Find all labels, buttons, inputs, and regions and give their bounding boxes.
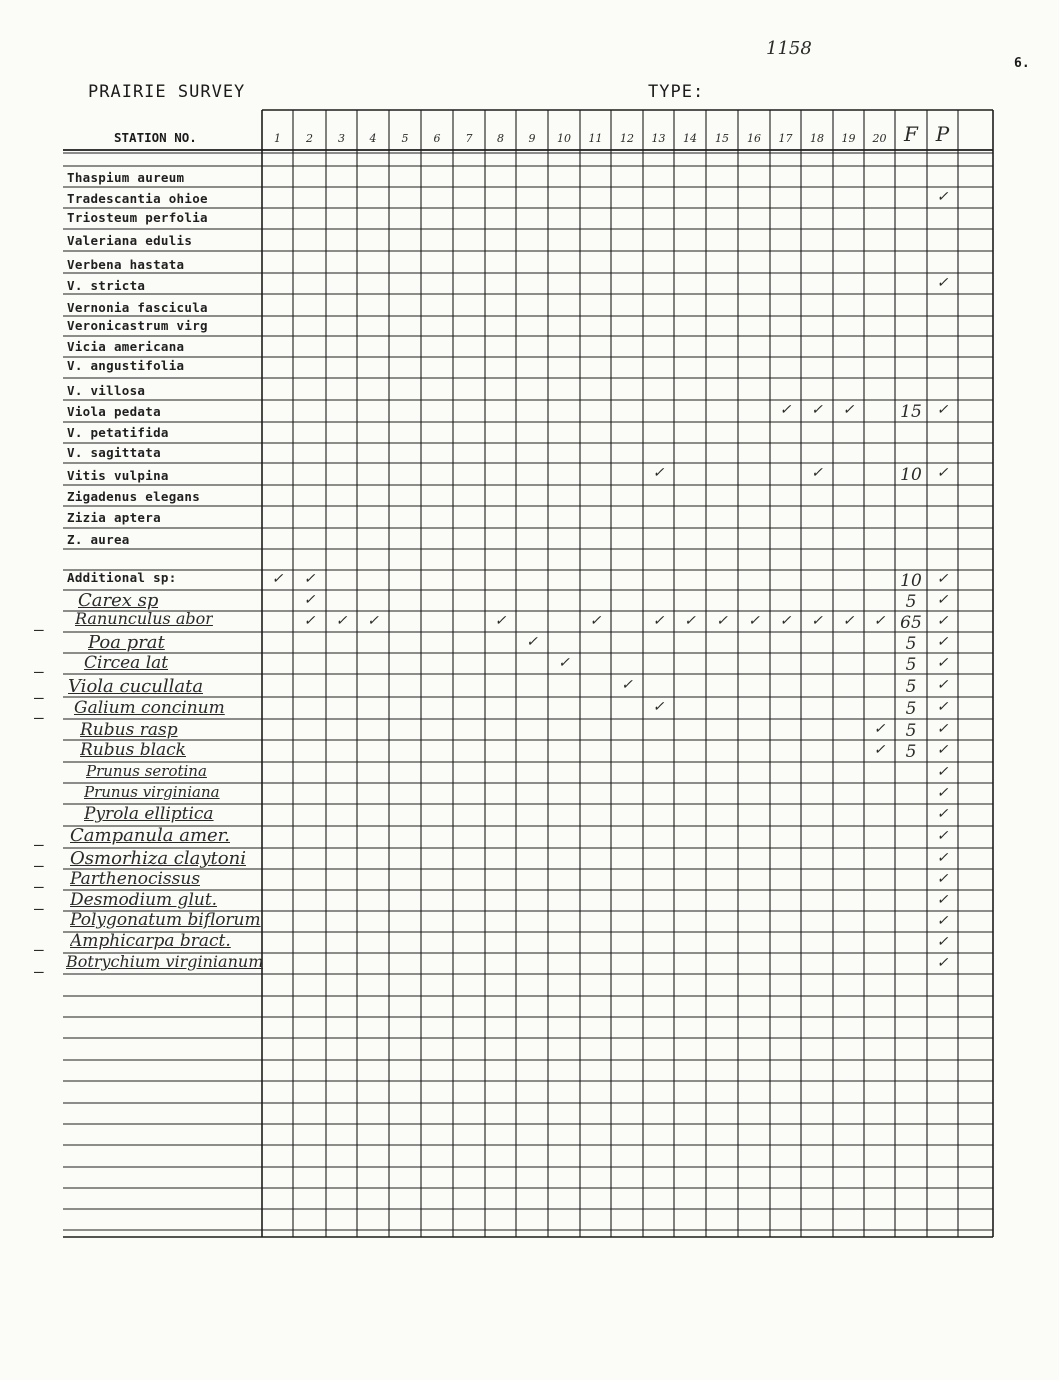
- check-mark: ✓: [936, 188, 949, 205]
- check-mark: ✓: [652, 612, 665, 629]
- typed-species-row: Zizia aptera: [67, 510, 161, 525]
- handwritten-species-row: Ranunculus abor: [75, 609, 213, 628]
- check-mark: ✓: [936, 891, 949, 908]
- column-header-9: 9: [528, 132, 536, 145]
- column-header-15: 15: [715, 132, 729, 145]
- check-mark: ✓: [748, 612, 760, 629]
- margin-dash: —: [34, 877, 44, 896]
- check-mark: ✓: [873, 612, 886, 629]
- check-mark: ✓: [779, 612, 792, 629]
- check-mark: ✓: [811, 612, 823, 629]
- column-header-2: 2: [306, 132, 313, 145]
- margin-dash: —: [34, 708, 44, 727]
- handwritten-species-row: Campanula amer.: [70, 825, 231, 846]
- sheet-number: 1158: [766, 38, 812, 59]
- check-mark: ✓: [335, 612, 348, 629]
- handwritten-species-row: Prunus serotina: [86, 762, 207, 780]
- check-mark: ✓: [873, 720, 886, 737]
- check-mark: ✓: [936, 933, 949, 950]
- column-header-3: 3: [338, 132, 345, 145]
- page-number: 6.: [1014, 56, 1030, 71]
- typed-species-row: Vernonia fascicula: [67, 300, 208, 315]
- check-mark: ✓: [621, 676, 633, 693]
- check-mark: ✓: [936, 870, 949, 887]
- check-mark: ✓: [271, 571, 284, 587]
- frequency-value: 15: [900, 402, 922, 422]
- margin-dash: —: [34, 662, 44, 681]
- frequency-value: 5: [905, 654, 917, 675]
- check-mark: ✓: [936, 912, 949, 929]
- handwritten-species-row: Rubus black: [80, 740, 186, 760]
- check-mark: ✓: [936, 274, 949, 291]
- frequency-value: 10: [900, 571, 922, 591]
- frequency-value: 5: [905, 676, 917, 697]
- column-header-12: 12: [620, 132, 634, 145]
- typed-species-row: Vitis vulpina: [67, 468, 169, 483]
- handwritten-species-row: Viola cucullata: [68, 676, 204, 697]
- column-header-10: 10: [557, 132, 571, 145]
- check-mark: ✓: [652, 465, 665, 481]
- check-mark: ✓: [936, 742, 949, 758]
- check-mark: ✓: [936, 784, 949, 801]
- handwritten-species-row: Galium concinum: [74, 698, 225, 718]
- handwritten-species-row: Botrychium virginianum: [66, 952, 264, 971]
- check-mark: ✓: [684, 612, 696, 629]
- check-mark: ✓: [936, 402, 949, 418]
- handwritten-species-row: Amphicarpa bract.: [70, 931, 231, 951]
- frequency-value: 5: [905, 742, 917, 762]
- check-mark: ✓: [811, 465, 823, 481]
- margin-dash: —: [34, 856, 44, 875]
- typed-species-row: Viola pedata: [67, 404, 161, 419]
- handwritten-species-row: Circea lat: [84, 653, 169, 673]
- check-mark: ✓: [936, 612, 949, 629]
- handwritten-species-row: Carex sp: [78, 590, 159, 611]
- check-mark: ✓: [842, 402, 855, 418]
- column-header-20: 20: [872, 132, 887, 145]
- column-header-f: F: [904, 122, 918, 146]
- check-mark: ✓: [303, 612, 316, 629]
- check-mark: ✓: [303, 591, 316, 608]
- check-mark: ✓: [936, 654, 949, 671]
- typed-species-row: Veronicastrum virg: [67, 318, 208, 333]
- station-number-header: STATION NO.: [114, 130, 197, 145]
- typed-species-row: V. angustifolia: [67, 358, 185, 373]
- check-mark: ✓: [936, 676, 949, 693]
- handwritten-species-row: Rubus rasp: [80, 720, 178, 740]
- check-mark: ✓: [936, 806, 949, 822]
- column-header-14: 14: [683, 132, 697, 145]
- column-header-13: 13: [651, 132, 666, 145]
- check-mark: ✓: [936, 465, 949, 481]
- check-mark: ✓: [936, 828, 949, 844]
- handwritten-species-row: Poa prat: [88, 632, 165, 653]
- check-mark: ✓: [842, 612, 855, 629]
- column-header-p: P: [935, 122, 950, 146]
- handwritten-species-row: Polygonatum biflorum: [70, 910, 261, 930]
- margin-dash: —: [34, 940, 44, 959]
- column-header-16: 16: [747, 132, 761, 145]
- typed-species-row: Z. aurea: [67, 532, 130, 547]
- typed-species-row: V. sagittata: [67, 445, 161, 460]
- column-header-4: 4: [369, 132, 377, 145]
- frequency-value: 65: [900, 612, 922, 633]
- column-header-7: 7: [465, 132, 473, 145]
- check-mark: ✓: [652, 699, 665, 715]
- type-label: TYPE:: [648, 82, 705, 102]
- check-mark: ✓: [367, 612, 379, 629]
- column-header-6: 6: [433, 132, 441, 145]
- typed-species-row: Valeriana edulis: [67, 233, 193, 248]
- margin-dash: —: [34, 688, 44, 707]
- check-mark: ✓: [873, 742, 886, 758]
- frequency-value: 5: [905, 591, 917, 612]
- handwritten-species-row: Pyrola elliptica: [84, 804, 214, 824]
- typed-species-row: Vicia americana: [67, 339, 185, 354]
- check-mark: ✓: [936, 633, 949, 650]
- additional-species-label: Additional sp:: [67, 570, 177, 585]
- margin-dash: —: [34, 835, 44, 854]
- margin-dash: —: [34, 962, 44, 981]
- frequency-value: 10: [900, 465, 922, 485]
- handwritten-species-row: Prunus virginiana: [84, 783, 220, 801]
- check-mark: ✓: [936, 954, 949, 971]
- margin-dash: —: [34, 899, 44, 918]
- handwritten-species-row: Desmodium glut.: [70, 890, 218, 910]
- check-mark: ✓: [526, 633, 538, 650]
- check-mark: ✓: [589, 612, 602, 629]
- check-mark: ✓: [936, 763, 949, 780]
- check-mark: ✓: [936, 571, 949, 587]
- check-mark: ✓: [716, 612, 728, 629]
- typed-species-row: V. stricta: [67, 278, 146, 293]
- check-mark: ✓: [558, 654, 570, 671]
- frequency-value: 5: [905, 699, 917, 719]
- column-header-8: 8: [497, 132, 504, 145]
- typed-species-row: Tradescantia ohioe: [67, 191, 208, 206]
- check-mark: ✓: [811, 402, 823, 418]
- typed-species-row: Zigadenus elegans: [67, 489, 201, 504]
- typed-species-row: Triosteum perfolia: [67, 210, 208, 225]
- column-header-5: 5: [401, 132, 409, 145]
- check-mark: ✓: [303, 571, 316, 587]
- column-header-17: 17: [778, 132, 793, 145]
- handwritten-species-row: Osmorhiza claytoni: [70, 848, 246, 869]
- handwritten-species-row: Parthenocissus: [70, 869, 201, 889]
- frequency-value: 5: [905, 720, 917, 741]
- check-mark: ✓: [936, 591, 949, 608]
- survey-title: PRAIRIE SURVEY: [88, 82, 246, 102]
- column-header-18: 18: [810, 132, 824, 145]
- typed-species-row: Thaspium aureum: [67, 170, 185, 185]
- check-mark: ✓: [936, 699, 949, 715]
- typed-species-row: V. petatifida: [67, 425, 169, 440]
- check-mark: ✓: [936, 720, 949, 737]
- column-header-1: 1: [274, 132, 281, 145]
- margin-dash: —: [34, 620, 44, 639]
- frequency-value: 5: [905, 633, 917, 654]
- typed-species-row: Verbena hastata: [67, 257, 185, 272]
- check-mark: ✓: [779, 402, 792, 418]
- column-header-11: 11: [588, 132, 603, 145]
- column-header-19: 19: [841, 132, 856, 145]
- check-mark: ✓: [494, 612, 507, 629]
- typed-species-row: V. villosa: [67, 383, 146, 398]
- check-mark: ✓: [936, 849, 949, 866]
